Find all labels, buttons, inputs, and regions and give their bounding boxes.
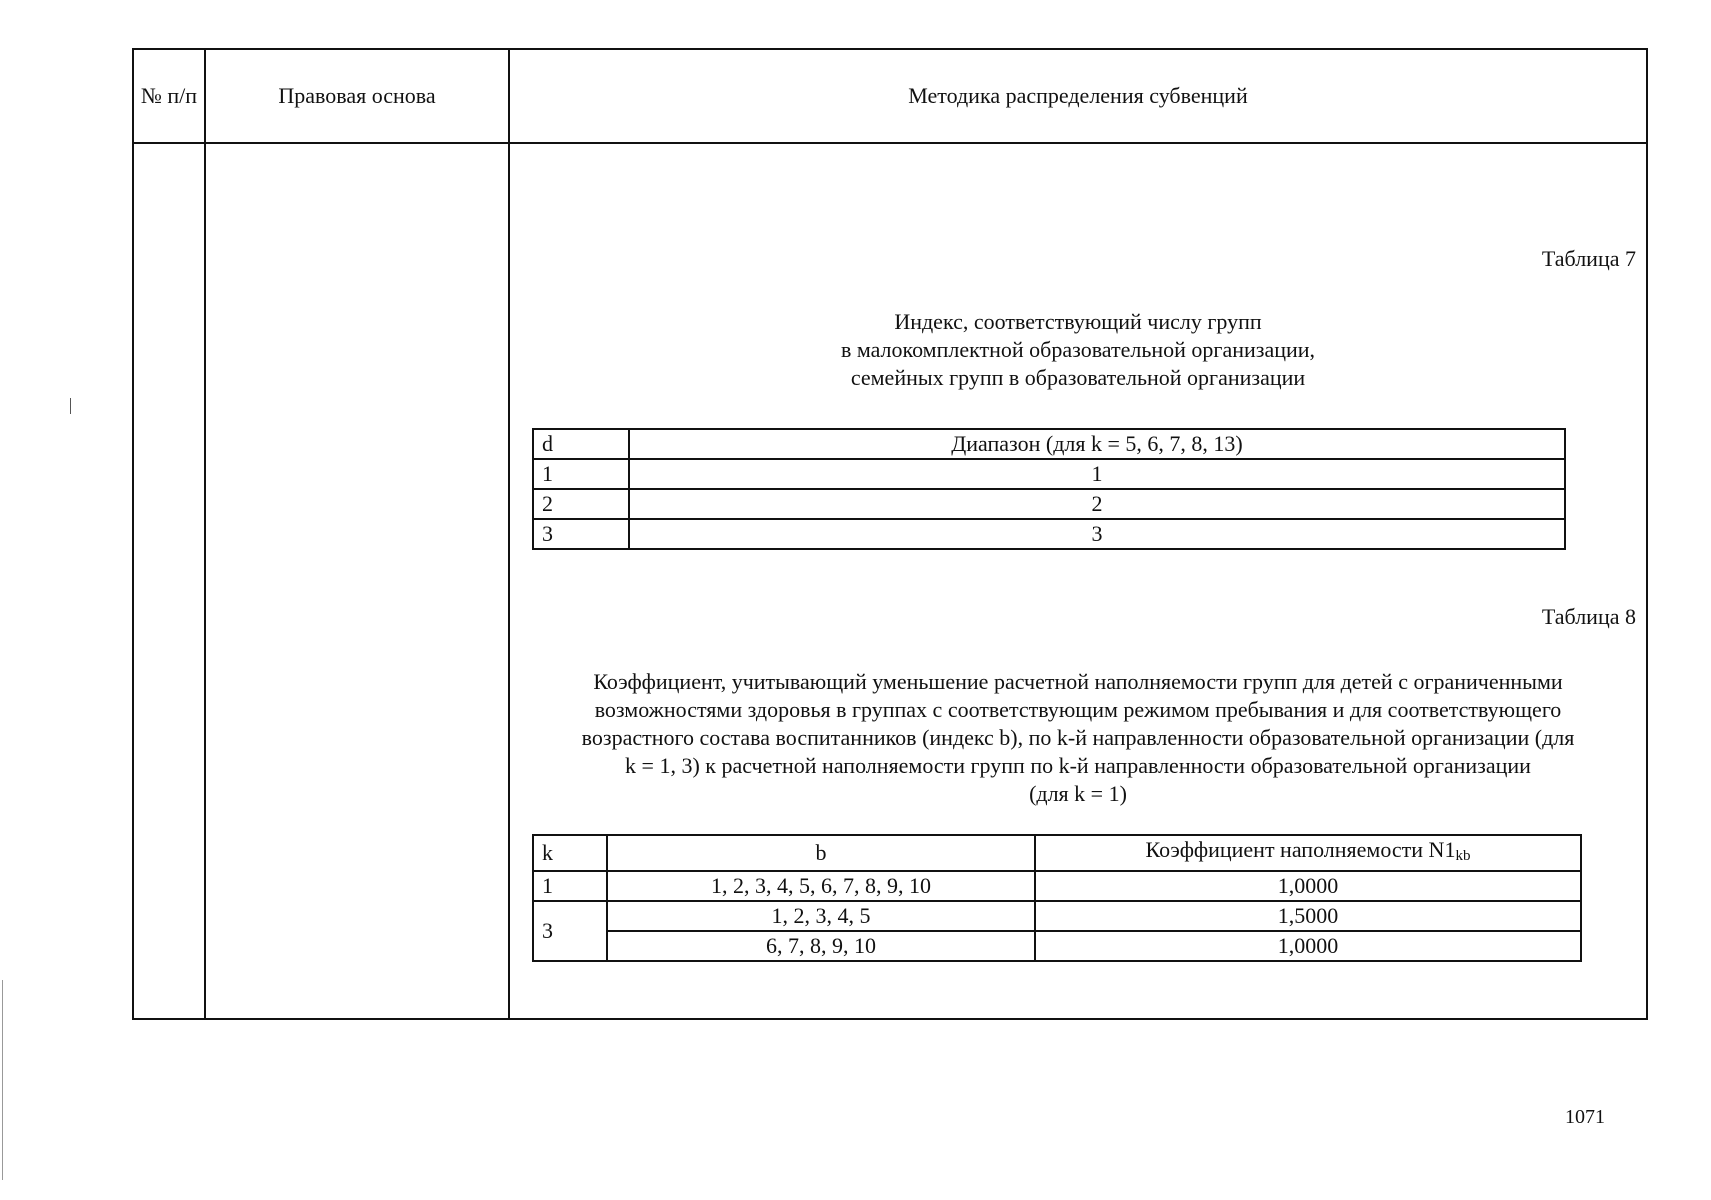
table8-title-line: k = 1, 3) к расчетной наполняемости групп по k-й направленности образовательной организации	[625, 753, 1531, 778]
table7-caption: Таблица 7	[1541, 246, 1636, 271]
table-header-row	[533, 835, 1581, 871]
cell-coef: 1,0000	[1035, 871, 1581, 901]
method-content	[510, 144, 1646, 1018]
header-legal-basis-col: Правовая основа	[278, 83, 436, 108]
cell-d: 2	[533, 489, 629, 519]
cell-k: 3	[533, 901, 607, 961]
scan-speck	[70, 398, 71, 414]
col-header-k: k	[533, 835, 607, 871]
table-row	[533, 871, 1581, 901]
cell-d: 3	[533, 519, 629, 549]
table-row	[533, 459, 1565, 489]
table-row	[533, 489, 1565, 519]
document-frame	[132, 48, 1648, 1020]
table8-title-line: Коэффициент, учитывающий уменьшение расчетной наполняемости групп для детей с ограниченными	[593, 669, 1563, 694]
table8-title	[520, 668, 1636, 808]
header-num-col: № п/п	[140, 83, 198, 108]
cell-b: 1, 2, 3, 4, 5	[607, 901, 1035, 931]
col-header-coef-label: Коэффициент наполняемости N1	[1145, 837, 1456, 862]
table8-title-line: возможностями здоровья в группах с соответствующим режимом пребывания и для соответствующего	[594, 697, 1562, 722]
cell-coef: 1,5000	[1035, 901, 1581, 931]
table8	[532, 834, 1582, 962]
table-row	[533, 901, 1581, 931]
cell-range: 1	[629, 459, 1565, 489]
cell-b: 1, 2, 3, 4, 5, 6, 7, 8, 9, 10	[607, 871, 1035, 901]
table-header-row	[533, 429, 1565, 459]
table7	[532, 428, 1566, 550]
scan-edge	[2, 980, 3, 1180]
col-header-d: d	[533, 429, 629, 459]
table7-title-line: в малокомплектной образовательной организации,	[840, 337, 1316, 362]
table7-title-line: семейных групп в образовательной организации	[850, 365, 1306, 390]
table7-title-line: Индекс, соответствующий числу групп	[894, 309, 1262, 334]
header-method-col: Методика распределения субвенций	[908, 83, 1248, 108]
table8-title-line: возрастного состава воспитанников (индекс b), по k-й направленности образовательной организации (для	[581, 725, 1575, 750]
col-header-coef	[1035, 835, 1581, 871]
cell-coef: 1,0000	[1035, 931, 1581, 961]
cell-b: 6, 7, 8, 9, 10	[607, 931, 1035, 961]
table-row	[533, 519, 1565, 549]
cell-k: 1	[533, 871, 607, 901]
page-number: 1071	[1565, 1106, 1605, 1128]
cell-range: 2	[629, 489, 1565, 519]
cell-range: 3	[629, 519, 1565, 549]
cell-d: 1	[533, 459, 629, 489]
table8-caption: Таблица 8	[1541, 604, 1636, 629]
col-header-range: Диапазон (для k = 5, 6, 7, 8, 13)	[629, 429, 1565, 459]
col-header-coef-subscript: kb	[1455, 848, 1471, 864]
table8-title-line: (для k = 1)	[1029, 781, 1127, 806]
column-divider	[204, 50, 206, 1018]
table-row	[533, 931, 1581, 961]
table7-title	[520, 308, 1636, 392]
col-header-b: b	[607, 835, 1035, 871]
